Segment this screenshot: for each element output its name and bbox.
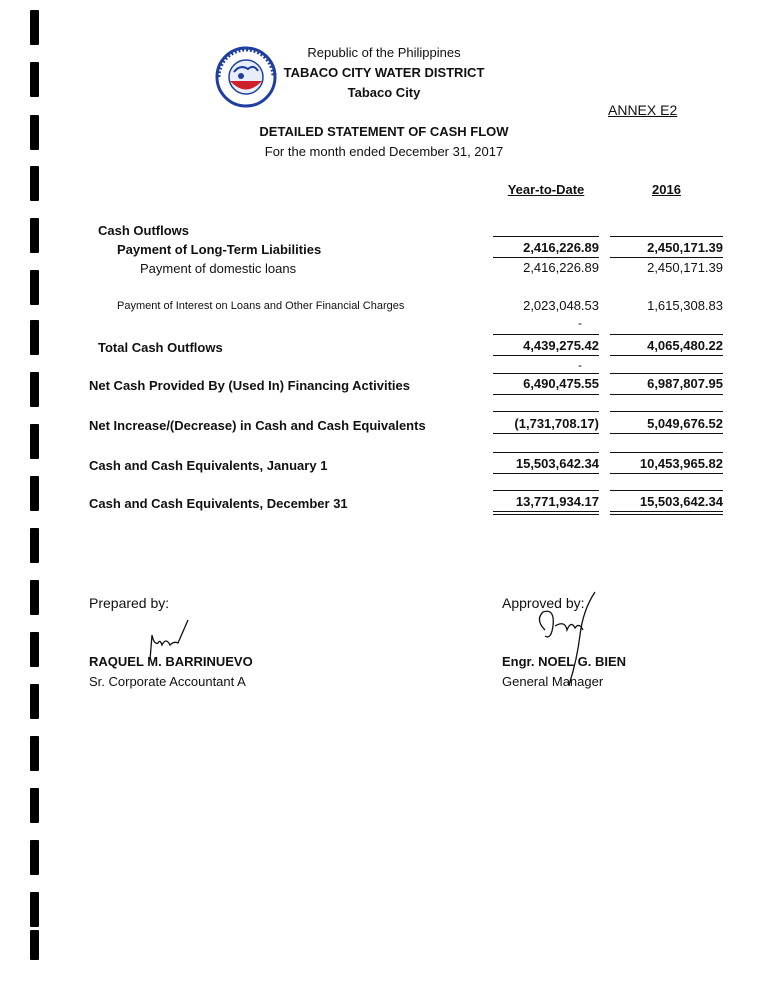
binder-mark [30, 320, 39, 355]
jan1-label: Cash and Cash Equivalents, January 1 [89, 458, 328, 473]
binder-mark [30, 892, 39, 927]
dash-mark: - [578, 316, 582, 330]
rule [493, 257, 599, 258]
header-city: Tabaco City [347, 85, 421, 100]
dec31-label: Cash and Cash Equivalents, December 31 [89, 496, 348, 511]
ltl-ytd: 2,416,226.89 [523, 240, 599, 255]
statement-period: For the month ended December 31, 2017 [264, 144, 504, 159]
interest-label: Payment of Interest on Loans and Other Financial Charges [117, 300, 405, 312]
rule [610, 490, 723, 491]
rule [493, 433, 599, 434]
rule [610, 411, 723, 412]
header-republic: Republic of the Philippines [307, 45, 461, 60]
interest-2016: 1,615,308.83 [647, 298, 723, 313]
header-agency-name: TABACO CITY WATER DISTRICT [283, 65, 485, 80]
domestic-loans-label: Payment of domestic loans [140, 261, 297, 276]
jan1-ytd: 15,503,642.34 [515, 456, 599, 471]
rule [610, 257, 723, 258]
rule [493, 452, 599, 453]
binder-mark [30, 736, 39, 771]
net-increase-ytd: (1,731,708.17) [514, 416, 599, 431]
rule [610, 334, 723, 335]
net-increase-2016: 5,049,676.52 [647, 416, 723, 431]
rule [493, 514, 599, 515]
rule [493, 473, 599, 474]
prepared-by-label: Prepared by: [89, 595, 170, 611]
binder-mark [30, 218, 39, 253]
prepared-title: Sr. Corporate Accountant A [89, 674, 246, 689]
column-header-2016: 2016 [652, 182, 681, 197]
binder-mark [30, 684, 39, 719]
domestic-loans-2016: 2,450,171.39 [647, 260, 723, 275]
total-outflows-label: Total Cash Outflows [98, 340, 223, 355]
rule [610, 511, 723, 512]
rule [610, 514, 723, 515]
rule [610, 473, 723, 474]
rule [610, 373, 723, 374]
net-financing-label: Net Cash Provided By (Used In) Financing Activities [89, 378, 410, 393]
ltl-2016: 2,450,171.39 [647, 240, 723, 255]
rule [610, 236, 723, 237]
rule [493, 334, 599, 335]
jan1-2016: 10,453,965.82 [639, 456, 723, 471]
binder-mark [30, 166, 39, 201]
statement-title: DETAILED STATEMENT OF CASH FLOW [259, 124, 509, 139]
rule [493, 236, 599, 237]
net-increase-label: Net Increase/(Decrease) in Cash and Cash Equivalents [89, 418, 426, 433]
prepared-name: RAQUEL M. BARRINUEVO [89, 654, 253, 669]
rule [493, 511, 599, 512]
binder-mark [30, 788, 39, 823]
binder-mark [30, 372, 39, 407]
approved-title: General Manager [502, 674, 604, 689]
binder-mark [30, 930, 39, 960]
binder-mark [30, 528, 39, 563]
total-outflows-ytd: 4,439,275.42 [523, 338, 599, 353]
rule [493, 411, 599, 412]
binder-mark [30, 10, 39, 45]
binder-mark [30, 476, 39, 511]
net-financing-2016: 6,987,807.95 [647, 376, 723, 391]
rule [610, 355, 723, 356]
dec31-2016: 15,503,642.34 [639, 494, 723, 509]
rule [493, 373, 599, 374]
rule [493, 490, 599, 491]
approved-by-label: Approved by: [502, 595, 585, 611]
dash-mark: - [578, 358, 582, 372]
rule [610, 452, 723, 453]
rule [610, 394, 723, 395]
domestic-loans-ytd: 2,416,226.89 [523, 260, 599, 275]
total-outflows-2016: 4,065,480.22 [647, 338, 723, 353]
ltl-label: Payment of Long-Term Liabilities [117, 242, 322, 257]
rule [493, 394, 599, 395]
net-financing-ytd: 6,490,475.55 [523, 376, 599, 391]
binder-mark [30, 840, 39, 875]
binder-mark [30, 632, 39, 667]
approved-name: Engr. NOEL G. BIEN [502, 654, 627, 669]
binder-mark [30, 424, 39, 459]
rule [493, 355, 599, 356]
column-header-ytd: Year-to-Date [507, 182, 585, 197]
binder-mark [30, 270, 39, 305]
binder-mark [30, 580, 39, 615]
cash-outflows-heading: Cash Outflows [98, 223, 190, 238]
dec31-ytd: 13,771,934.17 [515, 494, 599, 509]
interest-ytd: 2,023,048.53 [523, 298, 599, 313]
rule [610, 433, 723, 434]
annex-label: ANNEX E2 [608, 102, 678, 118]
